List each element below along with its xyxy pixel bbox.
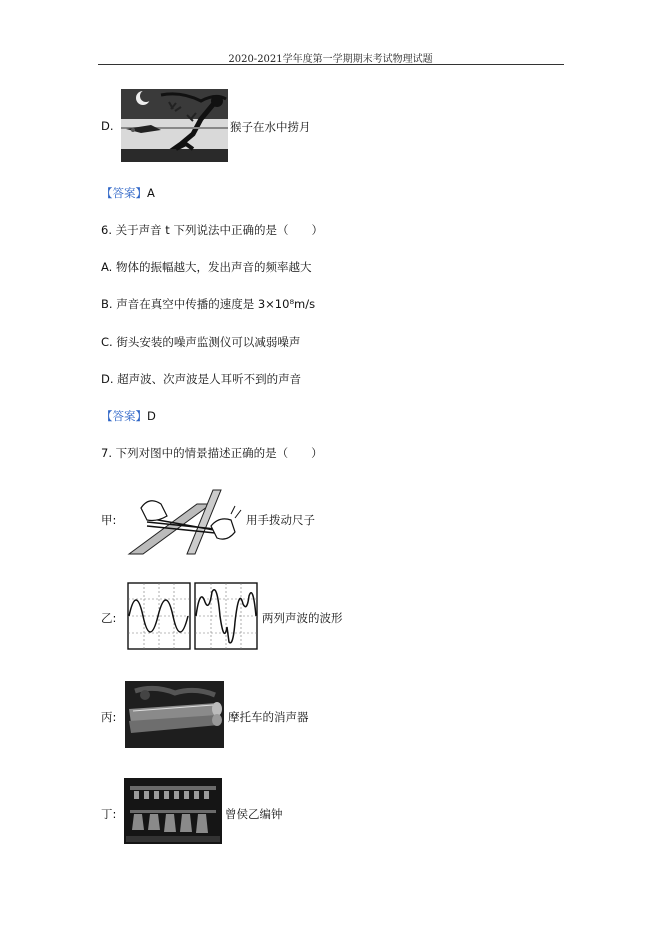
q5-answer-line (101, 185, 155, 201)
q7-item-jia-label: 甲: (101, 513, 117, 527)
ruler-pluck-image (127, 486, 243, 558)
q7-item-bing-caption: 摩托车的消声器 (228, 710, 309, 724)
q7-item-bing-label: 丙: (101, 710, 117, 724)
q7-item-ding-label: 丁: (101, 807, 117, 821)
q7-item-ding-caption: 曾侯乙编钟 (225, 807, 283, 821)
answer-tag: 【答案】 (101, 409, 147, 423)
bianzhong-bells-image (124, 778, 222, 844)
answer-tag: 【答案】 (101, 186, 147, 200)
q6-option-b: B. 声音在真空中传播的速度是 3×10⁸m/s (101, 297, 316, 311)
q6-stem: 6. 关于声音 t 下列说法中正确的是（ ） (101, 223, 323, 237)
q7-stem: 7. 下列对图中的情景描述正确的是（ ） (101, 446, 323, 460)
q6-option-c: C. 街头安装的噪声监测仪可以减弱噪声 (101, 335, 301, 349)
q5-answer-value: A (147, 186, 155, 200)
q6-option-a: A. 物体的振幅越大，发出声音的频率越大 (101, 260, 312, 274)
motorcycle-muffler-image (125, 681, 224, 748)
q7-item-yi-caption: 两列声波的波形 (262, 611, 343, 625)
q6-answer-value: D (147, 409, 156, 423)
monkey-moon-image (121, 89, 228, 162)
page-header-title: 2020-2021学年度第一学期期末考试物理试题 (228, 54, 433, 65)
q6-answer-line (101, 408, 156, 424)
q7-item-yi-label: 乙: (101, 611, 117, 625)
q5-option-d-letter: D. (101, 119, 114, 133)
q7-item-jia-caption: 用手拨动尺子 (246, 513, 315, 527)
q6-option-d: D. 超声波、次声波是人耳听不到的声音 (101, 372, 302, 386)
q5-option-d-caption: 猴子在水中捞月 (230, 120, 311, 134)
sound-waveforms-image (127, 582, 258, 650)
header-divider (98, 64, 564, 65)
